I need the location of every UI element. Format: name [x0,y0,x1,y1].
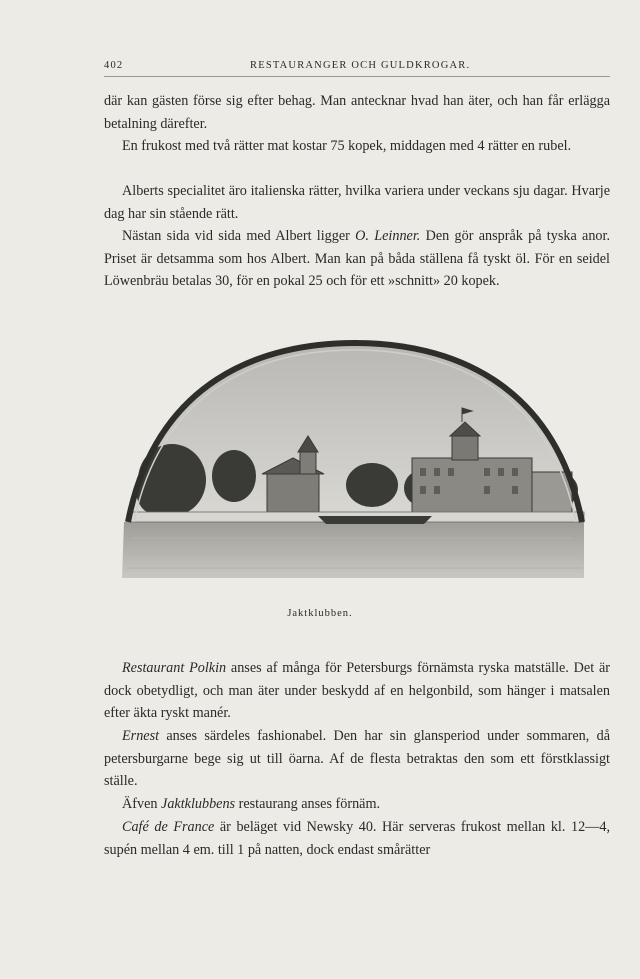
page-number: 402 [104,60,124,71]
restaurant-name-polkin: Restaurant Polkin [122,660,227,676]
paragraph-cafe-de-france: Café de France är beläget vid Newsky 40. Här serveras frukost mellan kl. 12—4, supén mellan 4 em. till 1 på natten, dock endast smårätter [104,819,610,858]
restaurant-name-jaktklubben: Jaktklubbens [161,796,236,812]
paragraph-jaktklubben: Äfven Jaktklubbens restaurang anses förnäm. [122,796,381,812]
paragraph-breakfast-prices: En frukost med två rätter mat kostar 75 kopek, middagen med 4 rätter en rubel. [122,138,572,154]
restaurant-name-leinner: O. Leinner. [355,228,421,244]
paragraph-ernest: Ernest anses särdeles fashionabel. Den har sin glansperiod under sommaren, då petersburgarne bege sig ut till öarna. Af de flesta betraktas den som ett förstklassigt ställe. [104,728,610,790]
illustration-caption: Jaktklubben. [287,608,353,619]
paragraph-alberts-speciality: Alberts specialitet äro italienska rätter, hvilka variera under veckans sju dagar. Hvarje dag har sin stående rätt. [104,183,610,222]
running-header [104,60,610,77]
paragraph-leinner: Nästan sida vid sida med Albert ligger O. Leinner. Den gör anspråk på tyska anor. Priset är detsamma som hos Albert. Man kan på båda ställena få tyskt öl. För en seidel Löwenbräu betalas 30, för en pokal 25 och för ett »schnitt» 20 kopek. [104,228,611,290]
running-title: RESTAURANGER OCH GULDKROGAR. [250,60,471,71]
paragraph-payment: där kan gästen förse sig efter behag. Man antecknar hvad han äter, och han får erlägga betalning därefter. [104,93,610,132]
restaurant-name-ernest: Ernest [122,728,160,744]
restaurant-name-cafe-de-france: Café de France [122,819,215,835]
illustration-jaktklubben [122,340,588,590]
paragraph-polkin: Restaurant Polkin anses af många för Petersburgs förnämsta ryska matställe. Det är dock obetydligt, och man äter under beskydd af en helgonbild, som hänger i matsalen efter äkta ryskt manér. [104,660,610,722]
